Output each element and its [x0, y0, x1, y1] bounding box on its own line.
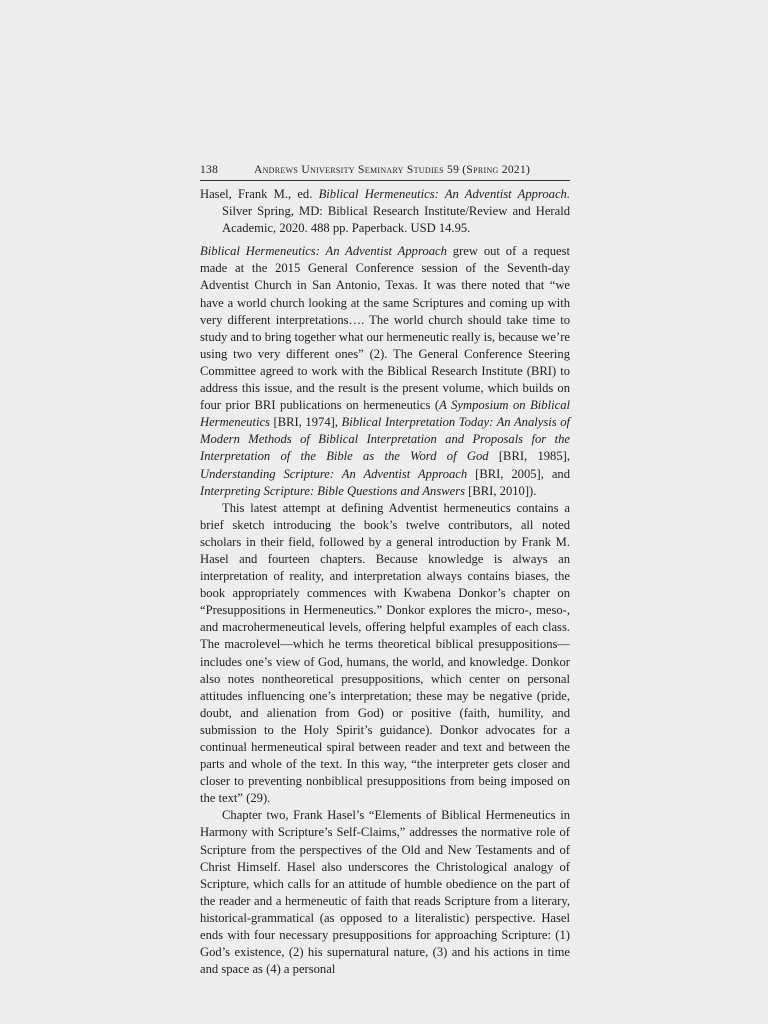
lead-title: Biblical Hermeneutics: An Adventist Approach: [200, 244, 447, 259]
running-header: [200, 164, 570, 181]
paragraph-1: [200, 243, 570, 499]
work-title-1: A Symposium on Biblical Hermeneutics: [200, 398, 570, 430]
body-text: [200, 186, 570, 978]
page-number: 138: [200, 164, 219, 176]
paragraph-1-text-e: [BRI, 2010]).: [465, 483, 537, 498]
citation-author: Hasel, Frank M., ed.: [200, 187, 313, 201]
book-citation: [200, 186, 570, 237]
paragraph-3: Chapter two, Frank Hasel’s “Elements of Biblical Hermeneutics in Harmony with Scripture’s Self-Claims,” addresses the normative role of Scripture from the perspectives of the Old and New Testaments and of Christ Himself. Hasel also underscores the Christological analogy of Scripture, which calls for an attitude of humble obedience on the part of the reader and a hermeneutic of faith that reads Scripture from a literary, historical-grammatical (as opposed to a literalistic) perspective. Hasel ends with four necessary presuppositions for approaching Scripture: (1) God’s existence, (2) his supernatural nature, (3) and his actions in time and space as (4) a personal: [200, 808, 570, 977]
citation-details: Silver Spring, MD: Biblical Research Institute/Review and Herald Academic, 2020. 488 pp. Paperback. USD 14.95.: [222, 204, 570, 236]
paragraph-1-text-b: [BRI, 1974],: [269, 415, 342, 430]
work-title-4: Interpreting Scripture: Bible Questions and Answers: [200, 483, 466, 498]
running-title: Andrews University Seminary Studies 59 (Spring 2021): [254, 164, 531, 176]
paragraph-1-text-c: [BRI, 1985],: [488, 449, 570, 464]
paragraph-2: This latest attempt at defining Adventist hermeneutics contains a brief sketch introducing the book’s twelve contributors, all noted scholars in their field, followed by a general introduction by Frank M. Hasel and fourteen chapters. Because knowledge is always an interpretation of reality, and interpretation always contains biases, the book appropriately commences with Kwabena Donkor’s chapter on “Presuppositions in Hermeneutics.” Donkor explores the micro-, meso-, and macrohermeneutical levels, offering helpful examples of each class. The macrolevel—which he terms theoretical biblical presuppositions—includes one’s view of God, humans, the world, and knowledge. Donkor also notes nontheoretical presuppositions, which center on personal attitudes influencing one’s interpretation; these may be negative (pride, doubt, and alienation from God) or positive (faith, humility, and submission to the Holy Spirit’s guidance). Donkor advocates for a continual hermeneutical spiral between reader and text and between the parts and whole of the text. In this way, “the interpreter gets closer and closer to preventing nonbiblical presuppositions from being imposed on the text” (29).: [200, 500, 570, 806]
work-title-2: Biblical Interpretation Today: An Analysis of Modern Methods of Biblical Interpretation and Proposals for the Interpretation of the Bible as the Word of God: [200, 415, 570, 464]
work-title-3: Understanding Scripture: An Adventist Approach: [200, 466, 468, 481]
paragraph-1-text-d: [BRI, 2005], and: [467, 466, 571, 481]
citation-title: Biblical Hermeneutics: An Adventist Approach.: [318, 187, 570, 201]
paragraph-1-text-a: grew out of a request made at the 2015 General Conference session of the Seventh-day Adventist Church in San Antonio, Texas. It was there noted that “we have a world church looking at the same Scriptures and coming up with very different interpretations…. The world church should take time to study and to bring together what our hermeneutic really is, because we’re using two very different ones” (2). The General Conference Steering Committee agreed to work with the Biblical Research Institute (BRI) to address this issue, and the result is the present volume, which builds on four prior BRI publications on hermeneutics (: [200, 244, 570, 413]
